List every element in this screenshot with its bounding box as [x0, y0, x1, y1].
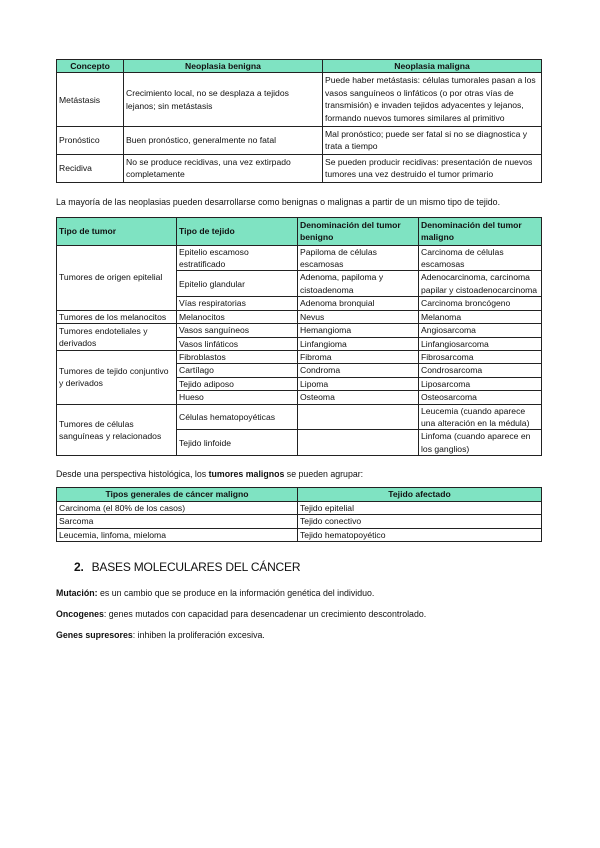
table-row: [57, 154, 542, 182]
table-cell: Carcinoma de células escamosas: [419, 245, 542, 271]
table-cell: Vías respiratorias: [177, 297, 298, 310]
table-row: [57, 310, 542, 323]
comparison-table: [56, 59, 542, 183]
tumor-types-table: [56, 217, 542, 457]
tumor-group-cell: Tumores de células sanguíneas y relacionados: [57, 404, 177, 456]
table-cell: Mal pronóstico; puede ser fatal si no se diagnostica y trata a tiempo: [323, 127, 542, 155]
table-cell: Linfoma (cuando aparece en los ganglios): [419, 430, 542, 456]
table-cell: Puede haber metástasis: células tumorales pasan a los vasos sanguíneos o linfáticos (o por otras vías de transmisión) e invaden tejidos adyacentes y lejanos, formando nuevos tumores similares al primitivo: [323, 73, 542, 127]
table-cell: Fibroma: [298, 350, 419, 363]
table-cell: Lipoma: [298, 377, 419, 390]
paragraph-histologica: [56, 467, 542, 481]
table-cell: [298, 430, 419, 456]
document-page: [56, 57, 542, 642]
table-cell: Adenoma, papiloma y cistoadenoma: [298, 271, 419, 297]
table-cell: Vasos linfáticos: [177, 337, 298, 350]
table-cell: Epitelio escamoso estratificado: [177, 245, 298, 271]
table-cell: Cartílago: [177, 364, 298, 377]
table-cell: Angiosarcoma: [419, 324, 542, 337]
table-cell: Tejido conectivo: [298, 515, 542, 528]
table-cell: Adenocarcinoma, carcinoma papilar y cistoadenocarcinoma: [419, 271, 542, 297]
table-cell: Tejido hematopoyético: [298, 528, 542, 541]
table-cell: Buen pronóstico, generalmente no fatal: [124, 127, 323, 155]
table-cell: Condroma: [298, 364, 419, 377]
table-cell: Carcinoma broncógeno: [419, 297, 542, 310]
table-row: [57, 127, 542, 155]
tumor-group-cell: Tumores de los melanocitos: [57, 310, 177, 323]
table-cell: Melanocitos: [177, 310, 298, 323]
table-cell: Sarcoma: [57, 515, 298, 528]
para2-bold: tumores malignos: [208, 469, 285, 480]
header-tipos-cancer: Tipos generales de cáncer maligno: [57, 488, 298, 501]
table-header-row: [57, 488, 542, 501]
header-benigna: Neoplasia benigna: [124, 60, 323, 73]
table-row: [57, 404, 542, 430]
table-cell: Osteoma: [298, 391, 419, 404]
table-row: [57, 350, 542, 363]
table-cell: Osteosarcoma: [419, 391, 542, 404]
table-cell: Liposarcoma: [419, 377, 542, 390]
table-header-row: [57, 217, 542, 245]
section-number: 2.: [74, 559, 84, 574]
table-cell: Hueso: [177, 391, 298, 404]
definition-mutacion: [56, 586, 542, 600]
definition-text: : genes mutados con capacidad para desencadenar un crecimiento descontrolado.: [103, 608, 427, 619]
table-cell: Linfangiosarcoma: [419, 337, 542, 350]
header-benigno: Denominación del tumor benigno: [298, 217, 419, 245]
table-row: [57, 73, 542, 127]
header-tipo-tejido: Tipo de tejido: [177, 217, 298, 245]
table-row: [57, 515, 542, 528]
tumor-group-cell: Tumores de tejido conjuntivo y derivados: [57, 350, 177, 404]
table-cell: Metástasis: [57, 73, 124, 127]
table-cell: Condrosarcoma: [419, 364, 542, 377]
table-cell: Recidiva: [57, 154, 124, 182]
table-cell: Células hematopoyéticas: [177, 404, 298, 430]
table-cell: Papiloma de células escamosas: [298, 245, 419, 271]
definition-supresores: [56, 628, 542, 642]
definition-text: es un cambio que se produce en la información genética del individuo.: [97, 587, 375, 598]
table-cell: Leucemia, linfoma, mieloma: [57, 528, 298, 541]
table-cell: Linfangioma: [298, 337, 419, 350]
table-cell: Tejido linfoide: [177, 430, 298, 456]
tumor-group-cell: Tumores endoteliales y derivados: [57, 324, 177, 351]
para2-pre: Desde una perspectiva histológica, los: [56, 469, 209, 480]
tumor-group-cell: Tumores de origen epitelial: [57, 245, 177, 310]
table-row: [57, 501, 542, 514]
header-maligna: Neoplasia maligna: [323, 60, 542, 73]
table-header-row: [57, 60, 542, 73]
definition-term: Genes supresores: [56, 629, 133, 640]
definition-term: Mutación:: [56, 587, 98, 598]
table-cell: Fibrosarcoma: [419, 350, 542, 363]
cancer-types-table: [56, 487, 542, 542]
header-tipo-tumor: Tipo de tumor: [57, 217, 177, 245]
header-concepto: Concepto: [57, 60, 124, 73]
table-cell: Epitelio glandular: [177, 271, 298, 297]
table-cell: [298, 404, 419, 430]
table-row: [57, 324, 542, 337]
table-cell: Fibroblastos: [177, 350, 298, 363]
table-cell: Tejido adiposo: [177, 377, 298, 390]
definition-oncogenes: [56, 607, 542, 621]
definition-text: : inhiben la proliferación excesiva.: [132, 629, 265, 640]
table-cell: Tejido epitelial: [298, 501, 542, 514]
table-cell: Pronóstico: [57, 127, 124, 155]
header-maligno: Denominación del tumor maligno: [419, 217, 542, 245]
table-cell: Crecimiento local, no se desplaza a tejidos lejanos; sin metástasis: [124, 73, 323, 127]
table-cell: Hemangioma: [298, 324, 419, 337]
section-heading: [56, 560, 542, 574]
table-cell: Vasos sanguíneos: [177, 324, 298, 337]
table-cell: Melanoma: [419, 310, 542, 323]
definition-term: Oncogenes: [56, 608, 104, 619]
table-cell: Carcinoma (el 80% de los casos): [57, 501, 298, 514]
table-row: [57, 528, 542, 541]
header-tejido-afectado: Tejido afectado: [298, 488, 542, 501]
section-title: BASES MOLECULARES DEL CÁNCER: [91, 559, 301, 574]
paragraph-neoplasias: La mayoría de las neoplasias pueden desarrollarse como benignas o malignas a partir de un mismo tipo de tejido.: [56, 196, 501, 207]
table-cell: Se pueden producir recidivas: presentación de nuevos tumores una vez destruido el tumor primario: [323, 154, 542, 182]
table-cell: Adenoma bronquial: [298, 297, 419, 310]
table-cell: Nevus: [298, 310, 419, 323]
table-cell: No se produce recidivas, una vez extirpado completamente: [124, 154, 323, 182]
table-row: [57, 245, 542, 271]
para2-post: se pueden agrupar:: [284, 469, 364, 480]
table-cell: Leucemia (cuando aparece una alteración en la médula): [419, 404, 542, 430]
